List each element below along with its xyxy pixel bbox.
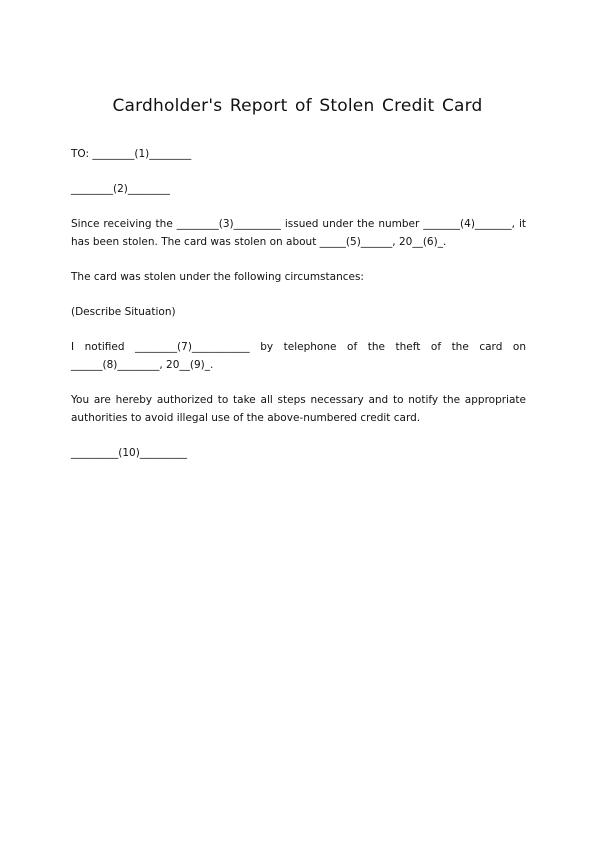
circumstances-intro: The card was stolen under the following circumstances:	[71, 271, 364, 283]
recipient-address-line: ________(2)________	[71, 183, 170, 195]
document-title: Cardholder's Report of Stolen Credit Card	[112, 96, 483, 116]
authorization-paragraph: You are hereby authorized to take all steps necessary and to notify the appropriate authorities to avoid illegal use of the above-numbered credit card.	[71, 394, 526, 424]
signature-line: _________(10)_________	[71, 447, 188, 459]
notification-paragraph: I notified ________(7)___________ by telephone of the theft of the card on ______(8)________, 20__(9)_.	[71, 341, 526, 371]
theft-statement-paragraph: Since receiving the ________(3)_________ issued under the number _______(4)_______, it has been stolen. The card was stolen on about _____(5)______, 20__(6)_.	[71, 218, 526, 248]
document-body	[71, 145, 526, 479]
recipient-line: TO: ________(1)________	[71, 148, 192, 160]
describe-situation-placeholder: (Describe Situation)	[71, 306, 176, 318]
